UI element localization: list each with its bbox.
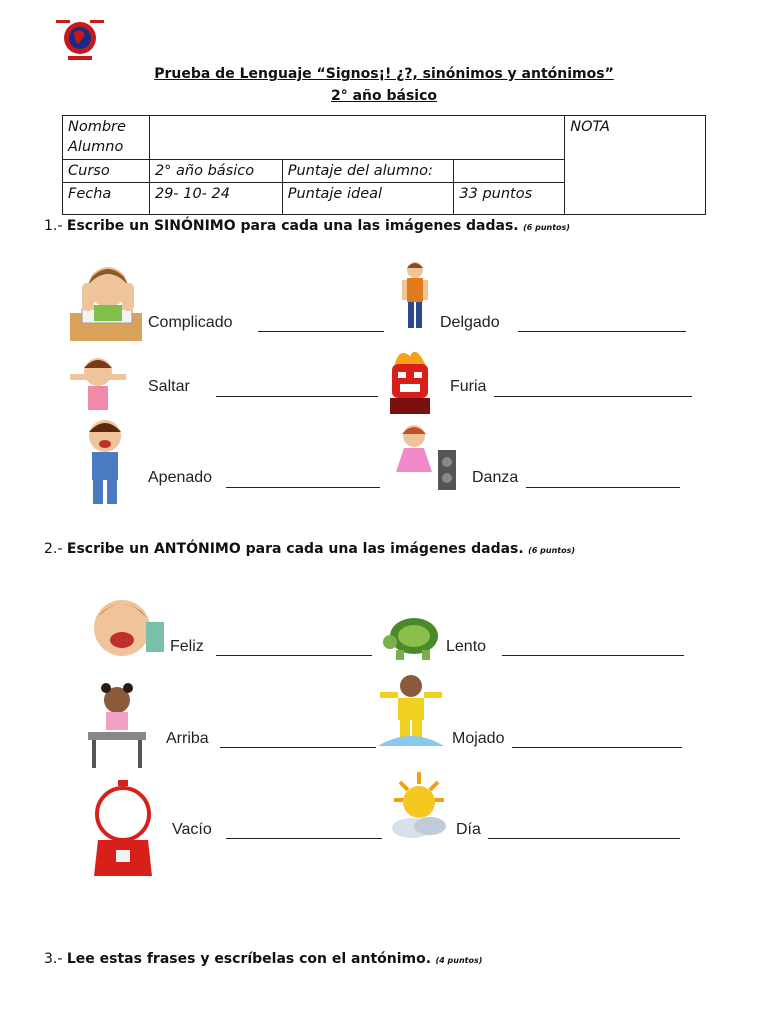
q3-text: Lee estas frases y escríbelas con el antónimo. [66,951,432,967]
q3-points: (4 puntos) [435,956,483,965]
page-subtitle: 2° año básico [330,88,438,104]
thin-boy-icon [398,260,432,332]
puntaje-alumno-field[interactable] [454,160,565,183]
q2-answer-line-3[interactable] [220,747,376,748]
q3-number: 3.- [44,951,63,967]
q1-text: Escribe un SINÓNIMO para cada una las imágenes dadas. [66,218,519,234]
q1-word-saltar: Saltar [148,378,190,395]
sun-icon [386,770,452,840]
q1-answer-line-6[interactable] [526,487,680,488]
sad-boy-icon [80,416,130,510]
q2-word-mojado: Mojado [452,730,505,747]
splashing-boy-icon [376,672,446,750]
gumball-machine-icon [92,780,154,878]
q1-answer-line-1[interactable] [258,331,384,332]
q1-word-furia: Furia [450,378,487,395]
q2-answer-line-6[interactable] [488,838,680,839]
puntaje-ideal-value: 33 puntos [454,183,565,215]
fecha-value: 29- 10- 24 [149,183,282,215]
dancing-girl-icon [386,420,462,494]
q2-answer-line-1[interactable] [216,655,372,656]
q2-answer-line-4[interactable] [512,747,682,748]
turtle-icon [382,610,442,662]
q2-word-dia: Día [456,821,481,838]
puntaje-alumno-label: Puntaje del alumno: [282,160,454,183]
curso-label: Curso [63,160,150,183]
curso-value: 2° año básico [149,160,282,183]
q1-word-apenado: Apenado [148,469,213,486]
student-info-table [62,115,706,215]
q2-points: (6 puntos) [528,546,576,555]
q2-number: 2.- [44,541,63,557]
laughing-girl-icon [82,592,166,662]
girl-on-table-icon [86,682,148,770]
q1-number: 1.- [44,218,63,234]
q1-answer-line-3[interactable] [216,396,378,397]
jumping-girl-icon [66,352,130,414]
q2-word-feliz: Feliz [170,638,204,655]
nombre-label: Nombre Alumno [63,116,150,160]
q2-word-lento: Lento [446,638,487,655]
q2-answer-line-2[interactable] [502,655,684,656]
q2-word-arriba: Arriba [166,730,209,747]
q1-word-danza: Danza [472,469,519,486]
page-title: Prueba de Lenguaje “Signos¡! ¿?, sinónimos y antónimos” [154,66,614,82]
anger-character-icon [384,346,436,416]
fecha-label: Fecha [63,183,150,215]
q1-answer-line-4[interactable] [494,396,692,397]
question-3 [44,951,482,967]
q2-text: Escribe un ANTÓNIMO para cada una las imágenes dadas. [66,541,524,557]
q1-answer-line-5[interactable] [226,487,380,488]
q1-word-delgado: Delgado [440,314,500,331]
school-logo-icon [52,14,108,64]
q1-word-complicado: Complicado [148,314,233,331]
q1-answer-line-2[interactable] [518,331,686,332]
nombre-field[interactable] [149,116,564,160]
q1-points: (6 puntos) [523,223,570,232]
question-1 [44,218,570,234]
q2-answer-line-5[interactable] [226,838,382,839]
frustrated-child-icon [68,263,148,347]
question-2 [44,541,575,557]
puntaje-ideal-label: Puntaje ideal [282,183,454,215]
q2-word-vacio: Vacío [172,821,212,838]
nota-label: NOTA [565,116,706,215]
